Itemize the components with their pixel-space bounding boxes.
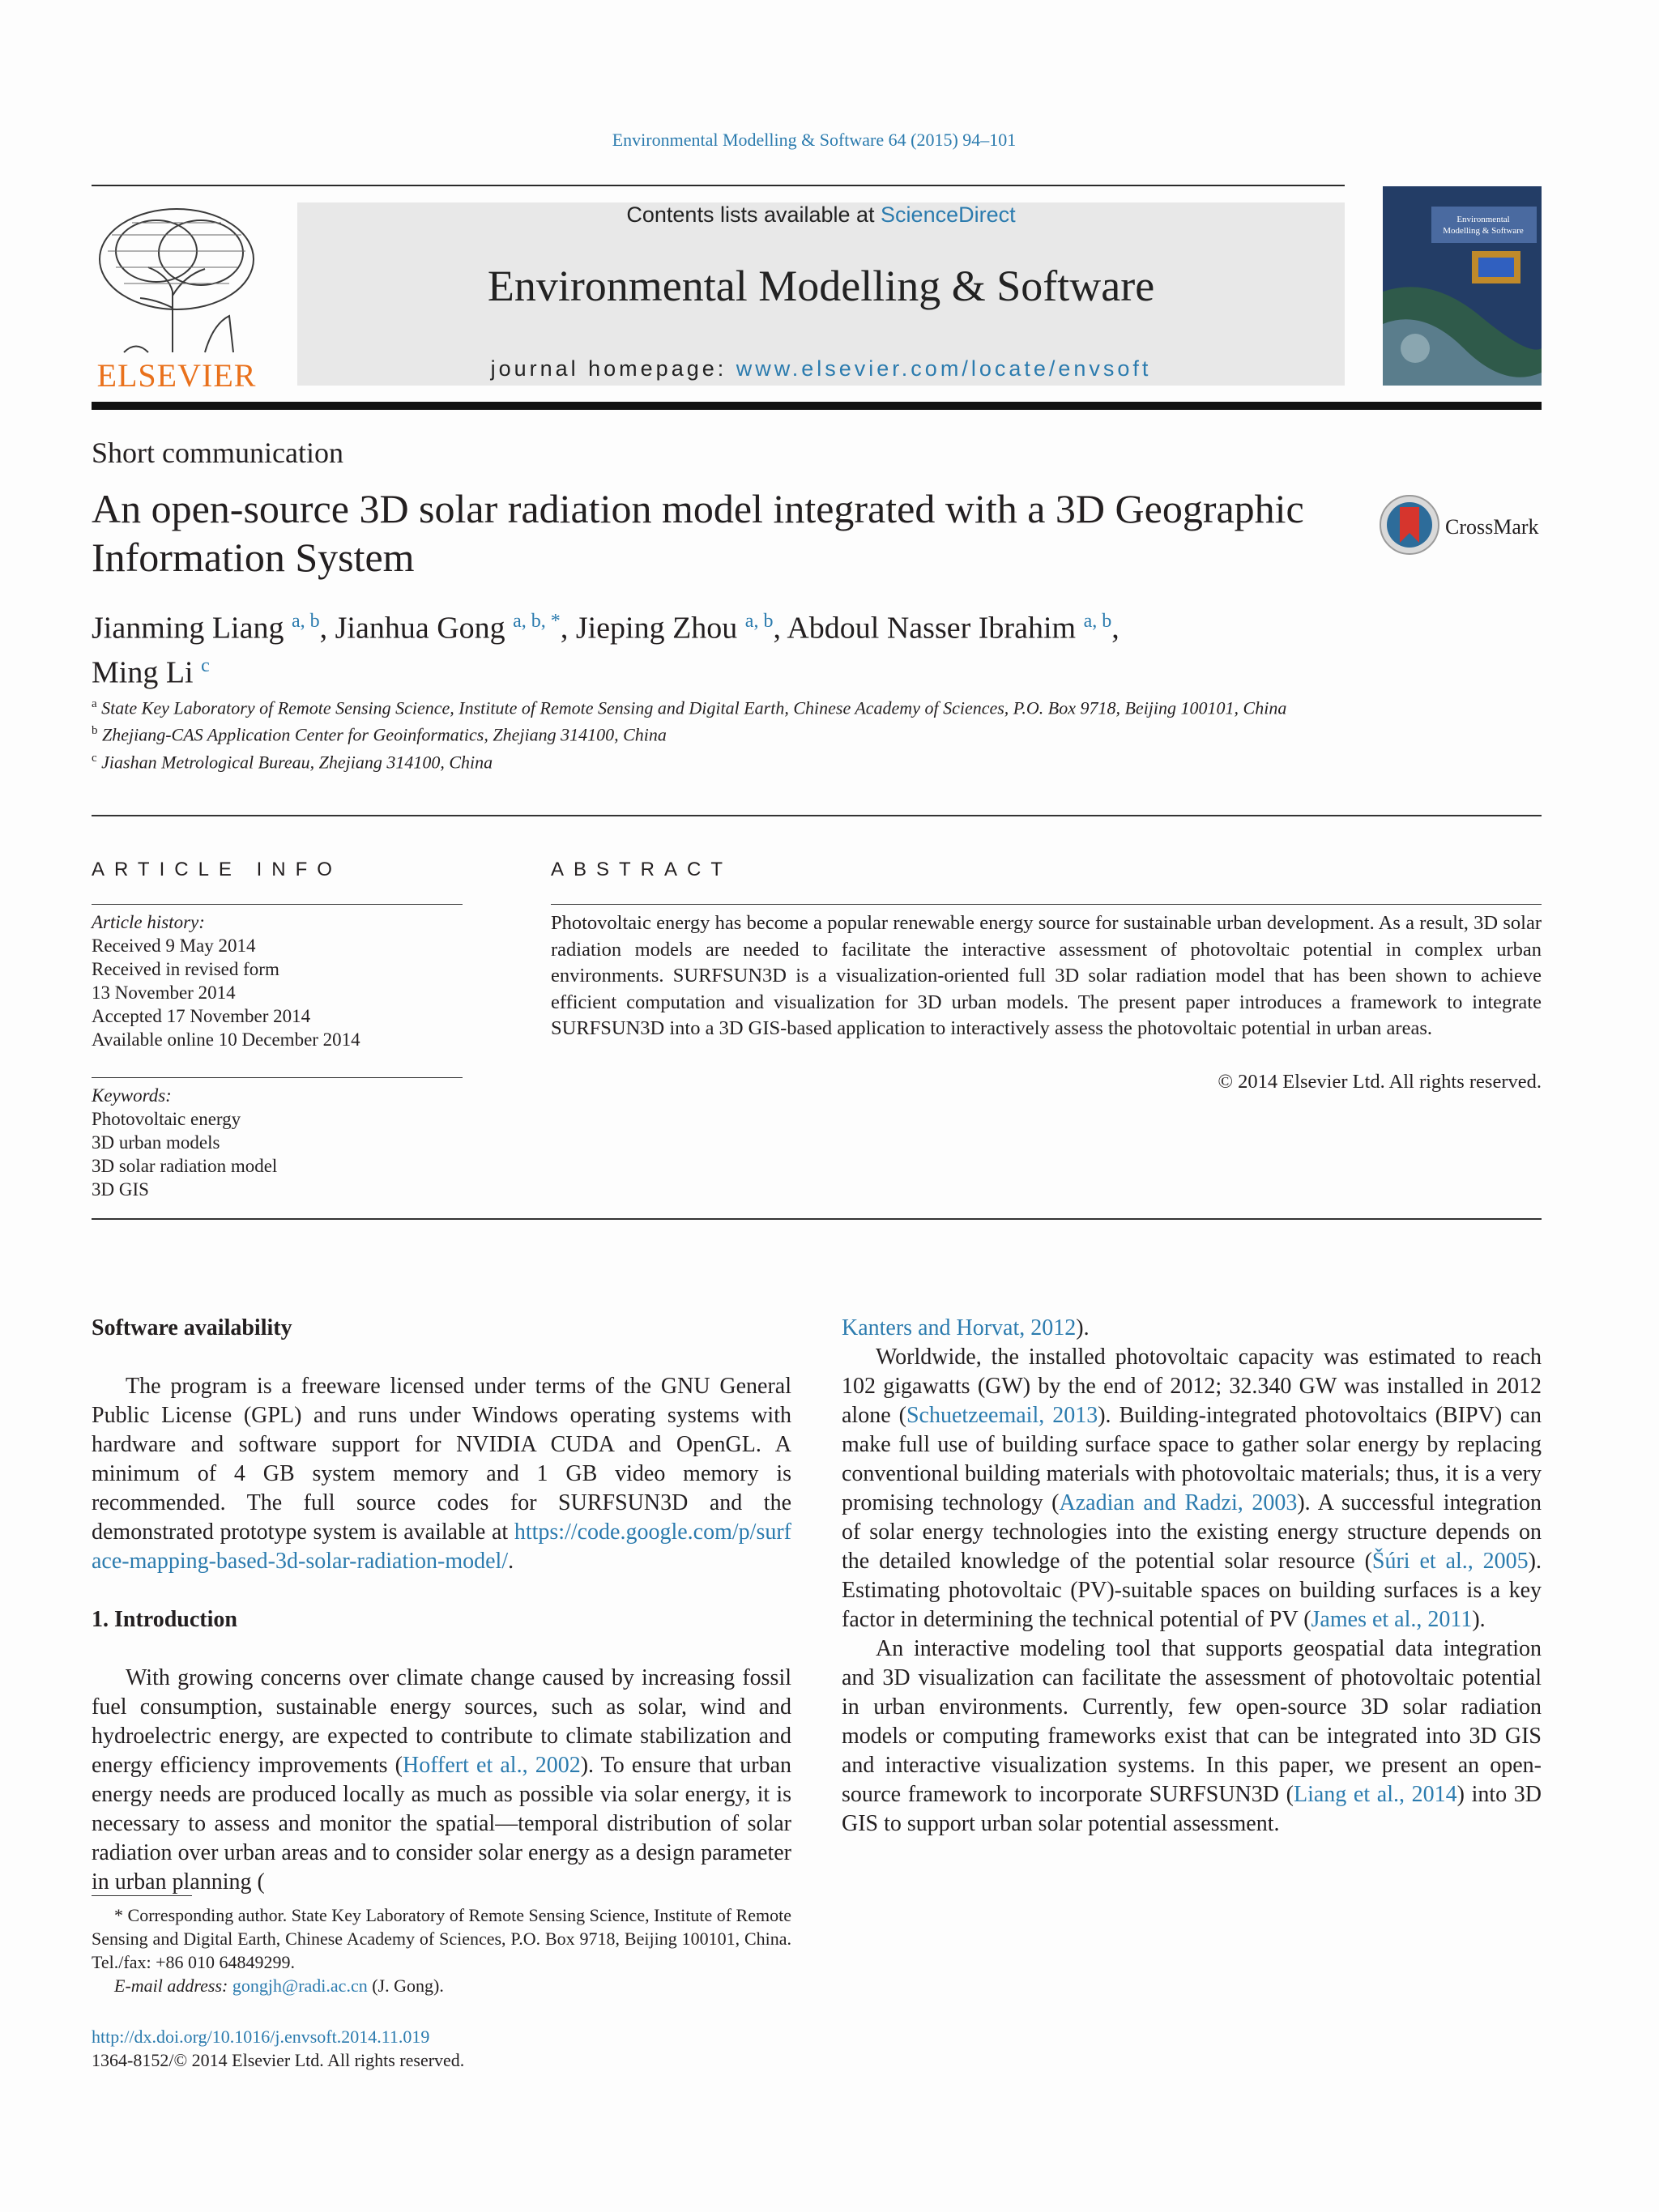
author-separator: , [1111,611,1120,646]
citation-james[interactable]: James et al., 2011 [1311,1607,1473,1632]
author-affiliation-marks[interactable]: a, b [744,611,774,632]
software-end: . [508,1549,514,1574]
intro-paragraph-1-cont [842,1314,1542,1343]
author-name[interactable]: Jianhua Gong [335,611,505,646]
intro-text-b: ). To ensure that urban energy needs are produced locally as much as possible via solar energy, it is necessary to assess and monitor the spatial—temporal distribution of solar radiation over urban areas and to consider solar energy as a design parameter in urban planning ( [92,1753,792,1894]
author-list [92,603,1355,691]
issn-copyright: 1364-8152/© 2014 Elsevier Ltd. All rights reserved. [92,2050,465,2070]
journal-homepage [297,356,1345,381]
crossmark-label: CrossMark [1445,515,1539,539]
contents-line [297,202,1345,228]
source-code-link[interactable]: https://code.google.com/p/surface-mapping-based-3d-solar-radiation-model/ [92,1519,791,1574]
affiliation-text: Zhejiang-CAS Application Center for Geoinformatics, Zhejiang 314100, China [102,724,667,745]
author-separator: , [773,611,787,646]
author-name[interactable]: Jieping Zhou [575,611,738,646]
citation-hoffert[interactable]: Hoffert et al., 2002 [403,1753,581,1778]
article-history [92,910,463,1051]
citation-schuetze[interactable]: Schuetzeemail, 2013 [906,1403,1098,1428]
history-entry: Accepted 17 November 2014 [92,1006,311,1026]
p2-text-b: ). Building-integrated photovoltaics (BIPV) can make full use of building surface space to gather solar energy by replacing conventional building materials with photovoltaic materials; thus, it is a very promising technology ( [842,1403,1542,1515]
cover-title-line1: Environmental [1456,215,1510,224]
keyword-item: 3D urban models [92,1132,220,1153]
history-label: Article history: [92,912,205,932]
affiliation-line [92,747,1355,774]
header-rule [92,185,1345,186]
affiliation-text: State Key Laboratory of Remote Sensing Science, Institute of Remote Sensing and Digital Earth, Chinese Academy of Sciences, P.O. Box 9718, Beijing 100101, China [101,697,1287,718]
affiliation-line [92,693,1355,719]
abstract-heading: ABSTRACT [551,859,733,880]
author-name[interactable]: Abdoul Nasser Ibrahim [787,611,1077,646]
footnote-rule [92,1895,192,1896]
contents-prefix: Contents lists available at [626,202,881,227]
author-affiliation-marks[interactable]: a, b [1083,611,1112,632]
affiliation-text: Jiashan Metrological Bureau, Zhejiang 314100, China [101,751,493,772]
author-affiliation-marks[interactable]: c [201,654,210,676]
intro-text-a: With growing concerns over climate change caused by increasing fossil fuel consumption, sustainable energy sources, such as solar, wind and hydroelectric energy, are expected to contribute to climate stabilization and energy efficiency improvements ( [92,1665,791,1778]
history-entry: Received 9 May 2014 [92,936,256,956]
author-separator: , [560,611,576,646]
author-separator: , [319,611,335,646]
body-right-column [842,1314,1542,1839]
p3-text-a: An interactive modeling tool that supports geospatial data integration and 3D visualization can facilitate the assessment of photovoltaic potential in urban environments. Currently, few open-source 3D solar radiation models or computing frameworks exist that can be integrated into 3D GIS and interactive visualization systems. In this paper, we present an open-source framework to incorporate SURFSUN3D ( [842,1636,1542,1807]
author-affiliation-marks[interactable]: a, b, * [513,611,561,632]
title-block-rule [92,815,1542,816]
intro-paragraph-3 [842,1634,1542,1839]
email-suffix: (J. Gong). [367,1975,444,1996]
journal-reference[interactable]: Environmental Modelling & Software 64 (2015) 94–101 [612,130,1017,150]
article-title: An open-source 3D solar radiation model integrated with a 3D Geographic Information System [92,486,1304,580]
front-matter-rule [92,1218,1542,1220]
citation-kanters[interactable]: Kanters and Horvat, 2012 [842,1315,1077,1340]
crossmark-badge[interactable] [1377,492,1539,557]
doi-link[interactable]: http://dx.doi.org/10.1016/j.envsoft.2014.11.019 [92,2027,430,2047]
p2-text-c: ). A successful integration of solar energy technologies into the existing energy structure depends on the detailed knowledge of the potential solar resource ( [842,1490,1542,1574]
p2-text-e: ). [1472,1607,1486,1632]
article-info-heading: ARTICLE INFO [92,859,342,880]
author-name[interactable]: Jianming Liang [92,611,284,646]
keywords [92,1084,463,1201]
article-info-rule [92,904,463,905]
keyword-item: Photovoltaic energy [92,1109,241,1129]
corresponding-author-footnote [92,1903,791,1997]
elsevier-wordmark: ELSEVIER [96,357,257,394]
p2-text-d: ). Estimating photovoltaic (PV)-suitable spaces on building surfaces is a key factor in determining the technical potential of PV ( [842,1549,1542,1632]
cover-title-line2: Modelling & Software [1443,226,1524,236]
journal-title: Environmental Modelling & Software [487,262,1155,310]
history-entry: 13 November 2014 [92,982,236,1003]
journal-cover-image [1383,186,1542,386]
email-link[interactable]: gongjh@radi.ac.cn [232,1975,368,1996]
keywords-label: Keywords: [92,1085,172,1106]
author-name[interactable]: Ming Li [92,655,194,690]
introduction-heading: 1. Introduction [92,1607,237,1632]
article-type: Short communication [92,437,343,469]
homepage-prefix: journal homepage: [490,356,736,381]
affiliation-mark: b [92,724,98,738]
citation-liang[interactable]: Liang et al., 2014 [1293,1782,1457,1807]
intro-text-c: ). [1076,1315,1090,1340]
affiliations [92,693,1355,774]
software-paragraph [92,1372,791,1576]
affiliation-line [92,719,1355,746]
footnote-email [92,1974,791,1997]
abstract-text: Photovoltaic energy has become a popular renewable energy source for sustainable urban development. As a result, 3D solar radiation models are needed to facilitate the interactive assessment of photovoltaic potential in complex urban environments. SURFSUN3D is a visualization-oriented full 3D solar radiation model that has been shown to achieve efficient computation and visualization for 3D urban models. The present paper introduces a framework to integrate SURFSUN3D into a 3D GIS-based application to interactively assess the photovoltaic potential in urban areas. [551,912,1542,1039]
affiliation-mark: a [92,697,97,710]
header-thick-rule [92,402,1542,410]
homepage-link[interactable]: www.elsevier.com/locate/envsoft [736,356,1152,381]
history-entry: Received in revised form [92,959,279,979]
intro-paragraph-2 [842,1343,1542,1634]
abstract-rule [551,904,1542,905]
citation-azadian[interactable]: Azadian and Radzi, 2003 [1059,1490,1298,1515]
footnote-text: * Corresponding author. State Key Laboratory of Remote Sensing Science, Institute of Remote Sensing and Digital Earth, Chinese Academy of Sciences, P.O. Box 9718, Beijing 100101, China. Tel./fax: +86 010 64849299. [92,1905,791,1972]
abstract-copyright: © 2014 Elsevier Ltd. All rights reserved. [1218,1071,1542,1093]
keyword-item: 3D GIS [92,1179,149,1200]
citation-suri[interactable]: Šúri et al., 2005 [1371,1549,1529,1574]
p2-text-a: Worldwide, the installed photovoltaic capacity was estimated to reach 102 gigawatts (GW) by the end of 2012; 32.340 GW was installed in 2012 alone ( [842,1345,1542,1428]
email-label: E-mail address: [114,1975,232,1996]
p3-text-b: ) into 3D GIS to support urban solar potential assessment. [842,1782,1542,1836]
history-entry: Available online 10 December 2014 [92,1029,360,1050]
intro-paragraph-1 [92,1664,791,1897]
author-affiliation-marks[interactable]: a, b [291,611,320,632]
body-left-column [92,1314,791,1897]
sciencedirect-link[interactable]: ScienceDirect [881,202,1016,227]
keyword-item: 3D solar radiation model [92,1156,278,1176]
keywords-rule [92,1077,463,1078]
software-heading: Software availability [92,1315,292,1340]
affiliation-mark: c [92,751,97,765]
software-text: The program is a freeware licensed under terms of the GNU General Public License (GPL) and runs under Windows operating systems with hardware and software support for NVIDIA CUDA and OpenGL. A minimum of 4 GB system memory and 1 GB video memory is recommended. The full source codes for SURFSUN3D and the demonstrated prototype system is available at [92,1374,791,1545]
